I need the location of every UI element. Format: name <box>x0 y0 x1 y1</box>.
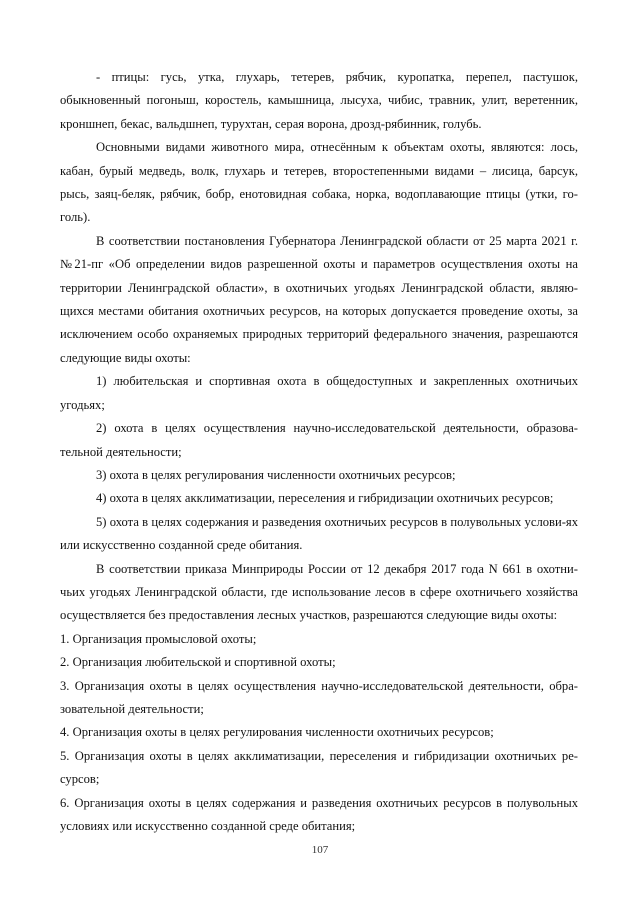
hunt-type-3: 3) охота в целях регулирования численности охотничьих ресурсов; <box>96 467 456 482</box>
organization-item-1: 1. Организация промысловой охоты; <box>60 631 257 646</box>
hunt-type-1: 1) любительская и спортивная охота в общедоступных и закрепленных охотничьих угодьях; <box>60 374 578 412</box>
hunt-type-5: 5) охота в целях содержания и разведения охотничьих ресурсов в полувольных услови-ях или искусственно созданной среде обитания. <box>60 514 578 553</box>
organization-item-6: 6. Организация охоты в целях содержания и разведения охотничьих ресурсов в полувольных условиях или искусственно созданной среде обитания; <box>60 795 578 833</box>
organization-item-4: 4. Организация охоты в целях регулирования численности охотничьих ресурсов; <box>60 725 494 740</box>
document-page <box>60 66 578 838</box>
paragraph-ministry-order: В соответствии приказа Минприроды России от 12 декабря 2017 года N 661 в охотни-чьих угодьях Ленинградской области, где использование лесов в сфере охотничьего хозяйства осуществляется без предоставления лесных участков, разрешаются следующие виды охоты: <box>60 561 578 623</box>
page-number: 107 <box>311 844 329 856</box>
organization-item-5: 5. Организация охоты в целях акклиматизации, переселения и гибридизации охотничьих ре-сурсов; <box>60 748 578 787</box>
paragraph-birds: - птицы: гусь, утка, глухарь, тетерев, рябчик, куропатка, перепел, пастушок, обыкновенный погоныш, коростель, камышница, лысуха, чибис, травник, улит, веретенник, кроншнеп, бекас, вальдшнеп, турухтан, серая ворона, дрозд-рябинник, голубь. <box>60 70 578 131</box>
organization-item-3: 3. Организация охоты в целях осуществления научно-исследовательской деятельности, обра-зовательной деятельности; <box>60 678 578 716</box>
hunt-type-4: 4) охота в целях акклиматизации, переселения и гибридизации охотничьих ресурсов; <box>96 491 554 506</box>
hunt-type-2: 2) охота в целях осуществления научно-исследовательской деятельности, образова-тельной деятельности; <box>60 421 578 459</box>
organization-item-2: 2. Организация любительской и спортивной охоты; <box>60 655 336 670</box>
paragraph-main-species: Основными видами животного мира, отнесённым к объектам охоты, являются: лось, кабан, бурый медведь, волк, глухарь и тетерев, второстепенными видами – лисица, барсук, рысь, заяц-беляк, рябчик, бобр, енотовидная собака, норка, водоплавающие птицы (утки, го-голь). <box>60 140 578 225</box>
organization-list <box>60 628 578 839</box>
paragraph-governor-resolution: В соответствии постановления Губернатора Ленинградской области от 25 марта 2021 г. №21-пг «Об определении видов разрешенной охоты и параметров осуществления охоты на территории Ленинградской области», в охотничьих угодьях Ленинградской области, являю-щихся местами обитания охотничьих ресурсов, на которых допускается проведение охоты, за исключением особо охраняемых природных территорий федерального значения, разрешаются следующие виды охоты: <box>60 233 578 365</box>
